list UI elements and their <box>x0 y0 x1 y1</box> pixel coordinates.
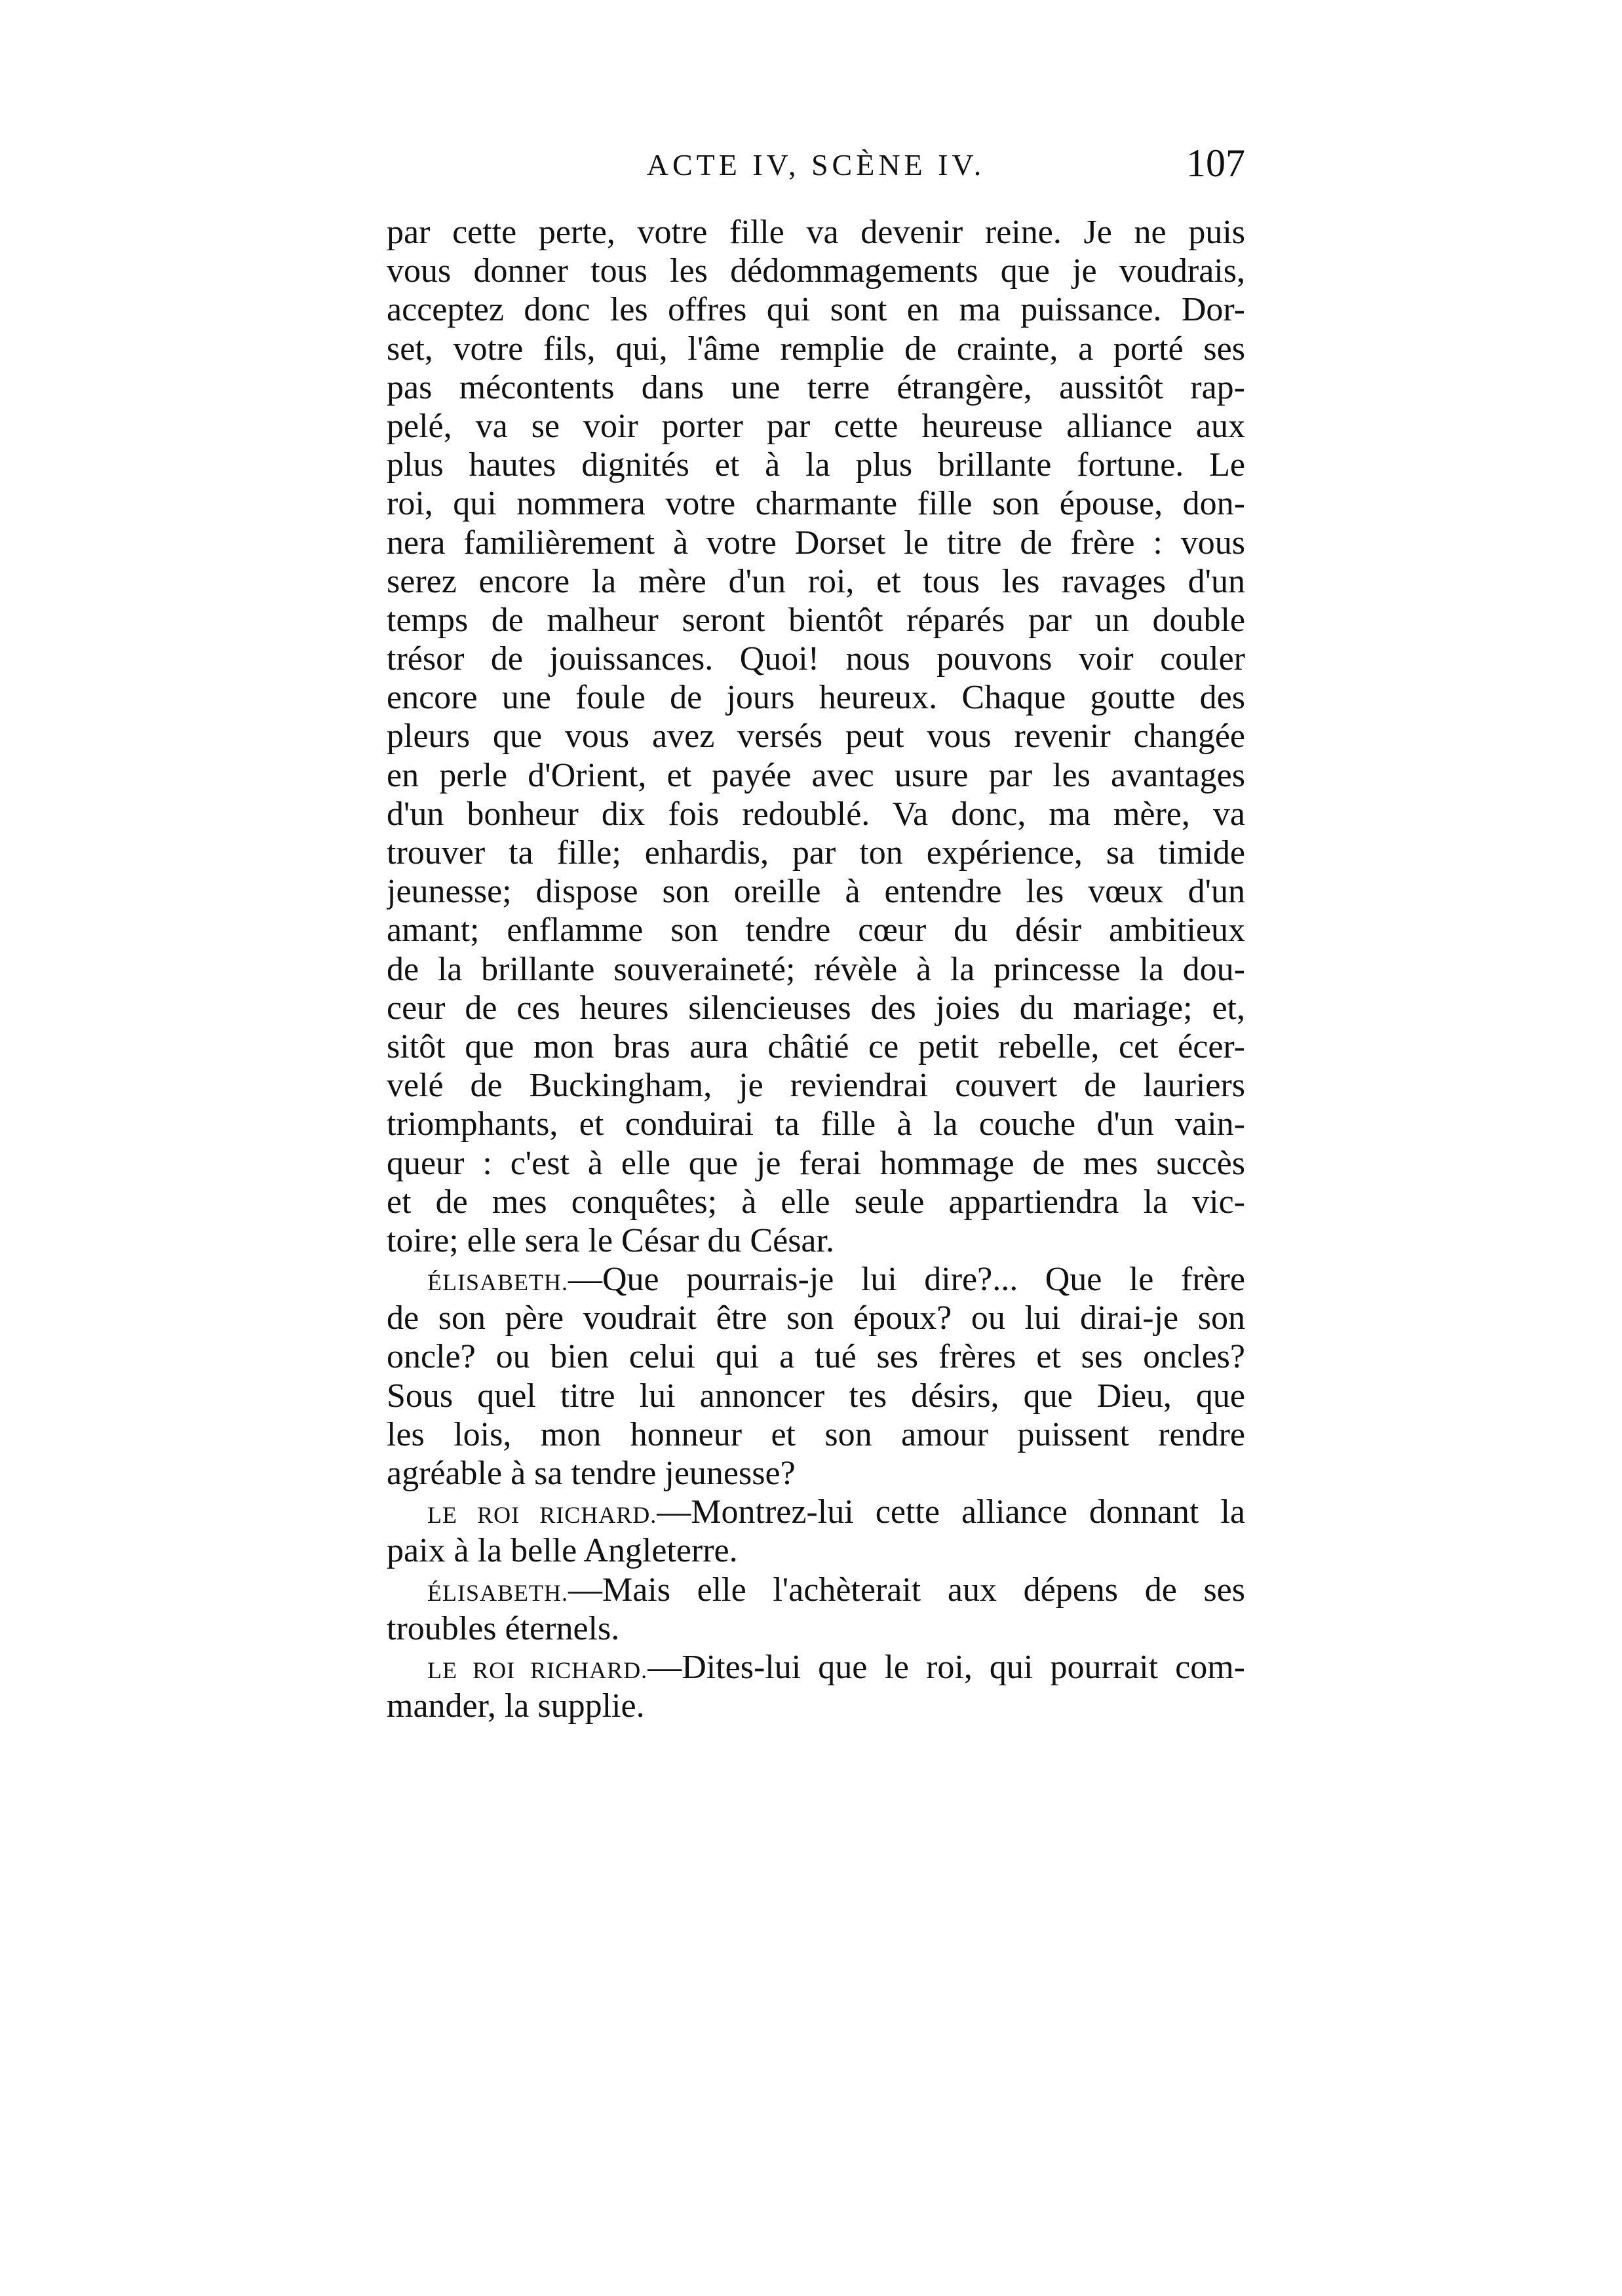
text-line <box>387 833 1245 872</box>
text-line <box>387 1105 1245 1143</box>
line-text: —Dites-lui que le roi, qui pourrait com- <box>647 1648 1245 1686</box>
text-line <box>387 368 1245 407</box>
line-text: vous donner tous les dédommagements que je voudrais, <box>387 252 1245 290</box>
line-text: Sous quel titre lui annoncer tes désirs, que Dieu, que <box>387 1377 1245 1415</box>
line-text: paix à la belle Angleterre. <box>387 1532 738 1570</box>
speaker-name: LE ROI RICHARD. <box>427 1656 648 1683</box>
line-text: en perle d'Orient, et payée avec usure par les avantages <box>387 756 1245 794</box>
line-text: par cette perte, votre fille va devenir reine. Je ne puis <box>387 214 1245 251</box>
line-text: ceur de ces heures silencieuses des joies du mariage; et, <box>387 989 1245 1027</box>
line-text: temps de malheur seront bientôt réparés par un double <box>387 601 1245 639</box>
line-text: —Mais elle l'achèterait aux dépens de ses <box>568 1571 1245 1609</box>
text-line <box>387 678 1245 717</box>
text-line <box>387 1571 1245 1609</box>
text-line <box>387 872 1245 911</box>
text-line <box>387 562 1245 601</box>
text-line <box>387 1221 1245 1260</box>
running-title: ACTE IV, SCÈNE IV. <box>646 148 986 182</box>
text-line <box>387 1144 1245 1183</box>
line-text: nera familièrement à votre Dorset le titre de frère : vous <box>387 524 1245 562</box>
text-line <box>387 756 1245 795</box>
text-line <box>387 1066 1245 1105</box>
line-text: queur : c'est à elle que je ferai hommage de mes succès <box>387 1144 1245 1182</box>
line-text: de son père voudrait être son époux? ou lui dirai-je son <box>387 1299 1245 1337</box>
line-text: sitôt que mon bras aura châtié ce petit rebelle, cet écer- <box>387 1027 1245 1065</box>
line-text: serez encore la mère d'un roi, et tous les ravages d'un <box>387 562 1245 600</box>
speaker-name: ÉLISABETH. <box>427 1579 568 1606</box>
text-line <box>387 213 1245 252</box>
text-line <box>387 1454 1245 1493</box>
text-line <box>387 989 1245 1027</box>
text-line <box>387 290 1245 329</box>
text-line <box>387 252 1245 290</box>
line-text: plus hautes dignités et à la plus brillante fortune. Le <box>387 446 1245 484</box>
line-text: les lois, mon honneur et son amour puissent rendre <box>387 1415 1245 1453</box>
text-line <box>387 1337 1245 1376</box>
line-text: de la brillante souveraineté; révèle à la princesse la dou- <box>387 950 1245 988</box>
line-text: pas mécontents dans une terre étrangère, aussitôt rap- <box>387 368 1245 406</box>
line-text: amant; enflamme son tendre cœur du désir ambitieux <box>387 911 1245 949</box>
line-text: et de mes conquêtes; à elle seule appartiendra la vic- <box>387 1183 1245 1221</box>
text-line <box>387 1609 1245 1648</box>
text-line <box>387 1531 1245 1570</box>
line-text: mander, la supplie. <box>387 1687 645 1725</box>
speaker-name: LE ROI RICHARD. <box>427 1502 657 1529</box>
line-text: —Montrez-lui cette alliance donnant la <box>657 1493 1245 1531</box>
line-text: pelé, va se voir porter par cette heureuse alliance aux <box>387 407 1245 445</box>
body-text <box>387 213 1245 1725</box>
page-header <box>387 141 1245 187</box>
text-line <box>387 1027 1245 1066</box>
text-line <box>387 1260 1245 1299</box>
line-text: roi, qui nommera votre charmante fille son épouse, don- <box>387 485 1245 523</box>
line-text: toire; elle sera le César du César. <box>387 1221 834 1259</box>
speaker-name: ÉLISABETH. <box>427 1269 568 1296</box>
line-text: troubles éternels. <box>387 1609 620 1647</box>
text-line <box>387 1493 1245 1531</box>
text-line <box>387 1687 1245 1725</box>
text-line <box>387 1183 1245 1221</box>
text-line <box>387 911 1245 949</box>
text-line <box>387 795 1245 833</box>
line-text: oncle? ou bien celui qui a tué ses frères et ses oncles? <box>387 1338 1245 1376</box>
line-text: pleurs que vous avez versés peut vous revenir changée <box>387 718 1245 756</box>
text-line <box>387 446 1245 484</box>
text-line <box>387 601 1245 640</box>
line-text: encore une foule de jours heureux. Chaque goutte des <box>387 679 1245 717</box>
text-line <box>387 330 1245 368</box>
line-text: —Que pourrais-je lui dire?... Que le frère <box>568 1261 1245 1299</box>
text-line <box>387 717 1245 756</box>
text-line <box>387 407 1245 446</box>
line-text: trésor de jouissances. Quoi! nous pouvons voir couler <box>387 640 1245 678</box>
line-text: agréable à sa tendre jeunesse? <box>387 1455 796 1492</box>
line-text: velé de Buckingham, je reviendrai couvert de lauriers <box>387 1067 1245 1105</box>
text-line <box>387 524 1245 562</box>
text-line <box>387 1377 1245 1415</box>
text-line <box>387 950 1245 989</box>
text-line <box>387 484 1245 523</box>
line-text: triomphants, et conduirai ta fille à la couche d'un vain- <box>387 1105 1245 1143</box>
text-line <box>387 1415 1245 1454</box>
text-line <box>387 1299 1245 1337</box>
line-text: set, votre fils, qui, l'âme remplie de crainte, a porté ses <box>387 330 1245 368</box>
line-text: trouver ta fille; enhardis, par ton expérience, sa timide <box>387 834 1245 871</box>
line-text: d'un bonheur dix fois redoublé. Va donc, ma mère, va <box>387 795 1245 833</box>
text-line <box>387 1648 1245 1687</box>
page-number: 107 <box>1186 142 1245 185</box>
line-text: acceptez donc les offres qui sont en ma puissance. Dor- <box>387 291 1245 329</box>
text-line <box>387 640 1245 678</box>
line-text: jeunesse; dispose son oreille à entendre les vœux d'un <box>387 873 1245 911</box>
